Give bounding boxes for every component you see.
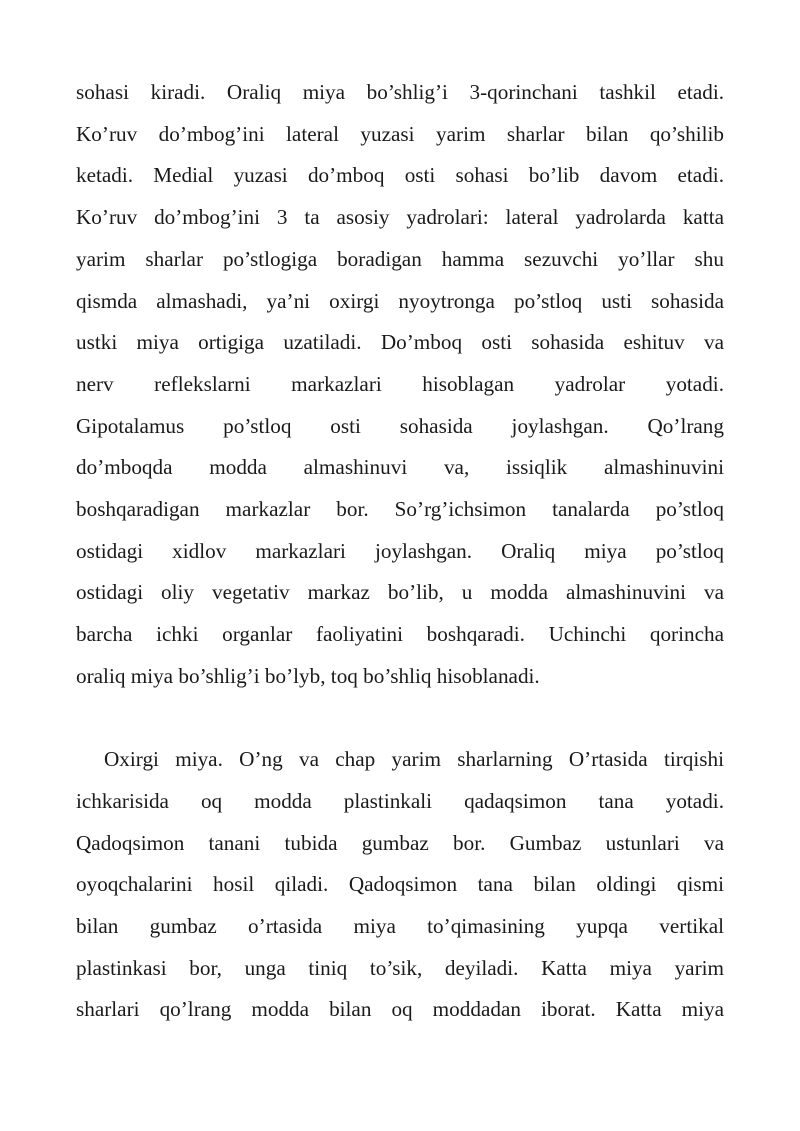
text-line: bilan gumbaz o’rtasida miya to’qimasining yupqa vertikal [76,914,724,939]
text-line: oraliq miya bo’shlig’i bo’lyb, toq bo’shliq hisoblanadi. [76,663,540,688]
text-line: Oxirgi miya. O’ng va chap yarim sharlarning O’rtasida tirqishi [104,747,724,772]
text-line: plastinkasi bor, unga tiniq to’sik, deyiladi. Katta miya yarim [76,955,724,980]
text-line: oyoqchalarini hosil qiladi. Qadoqsimon tana bilan oldingi qismi [76,872,724,897]
text-line: qismda almashadi, ya’ni oxirgi nyoytronga po’stloq usti sohasida [76,288,724,313]
text-line: barcha ichki organlar faoliyatini boshqaradi. Uchinchi qorincha [76,622,724,647]
text-line: do’mboqda modda almashinuvi va, issiqlik almashinuvini [76,455,724,480]
text-line: sohasi kiradi. Oraliq miya bo’shlig’i 3-qorinchani tashkil etadi. [76,80,724,104]
paragraph-spacer [76,698,724,740]
text-line: boshqaradigan markazlar bor. So’rg’ichsimon tanalarda po’stloq [76,497,724,522]
text-line: yarim sharlar po’stlogiga boradigan hamma sezuvchi yo’llar shu [76,246,724,271]
text-line: ketadi. Medial yuzasi do’mboq osti sohasi bo’lib davom etadi. [76,163,724,188]
text-line: ustki miya ortigiga uzatiladi. Do’mboq osti sohasida eshituv va [76,330,724,355]
text-line: ostidagi oliy vegetativ markaz bo’lib, u modda almashinuvini va [76,580,724,605]
paragraph-oxirgi-miya [76,739,724,1031]
text-line: nerv reflekslarni markazlari hisoblagan yadrolar yotadi. [76,371,724,396]
text-column [76,72,724,1031]
text-line: Qadoqsimon tanani tubida gumbaz bor. Gumbaz ustunlari va [76,830,724,855]
text-line: ichkarisida oq modda plastinkali qadaqsimon tana yotadi. [76,788,724,813]
paragraph-oraliq-miya [76,72,724,698]
text-line: sharlari qo’lrang modda bilan oq moddadan iborat. Katta miya [76,997,724,1022]
text-line: ostidagi xidlov markazlari joylashgan. Oraliq miya po’stloq [76,538,724,563]
text-line: Gipotalamus po’stloq osti sohasida joylashgan. Qo’lrang [76,413,724,438]
text-line: Ko’ruv do’mbog’ini lateral yuzasi yarim sharlar bilan qo’shilib [76,121,724,146]
text-line: Ko’ruv do’mbog’ini 3 ta asosiy yadrolari: lateral yadrolarda katta [76,205,724,230]
